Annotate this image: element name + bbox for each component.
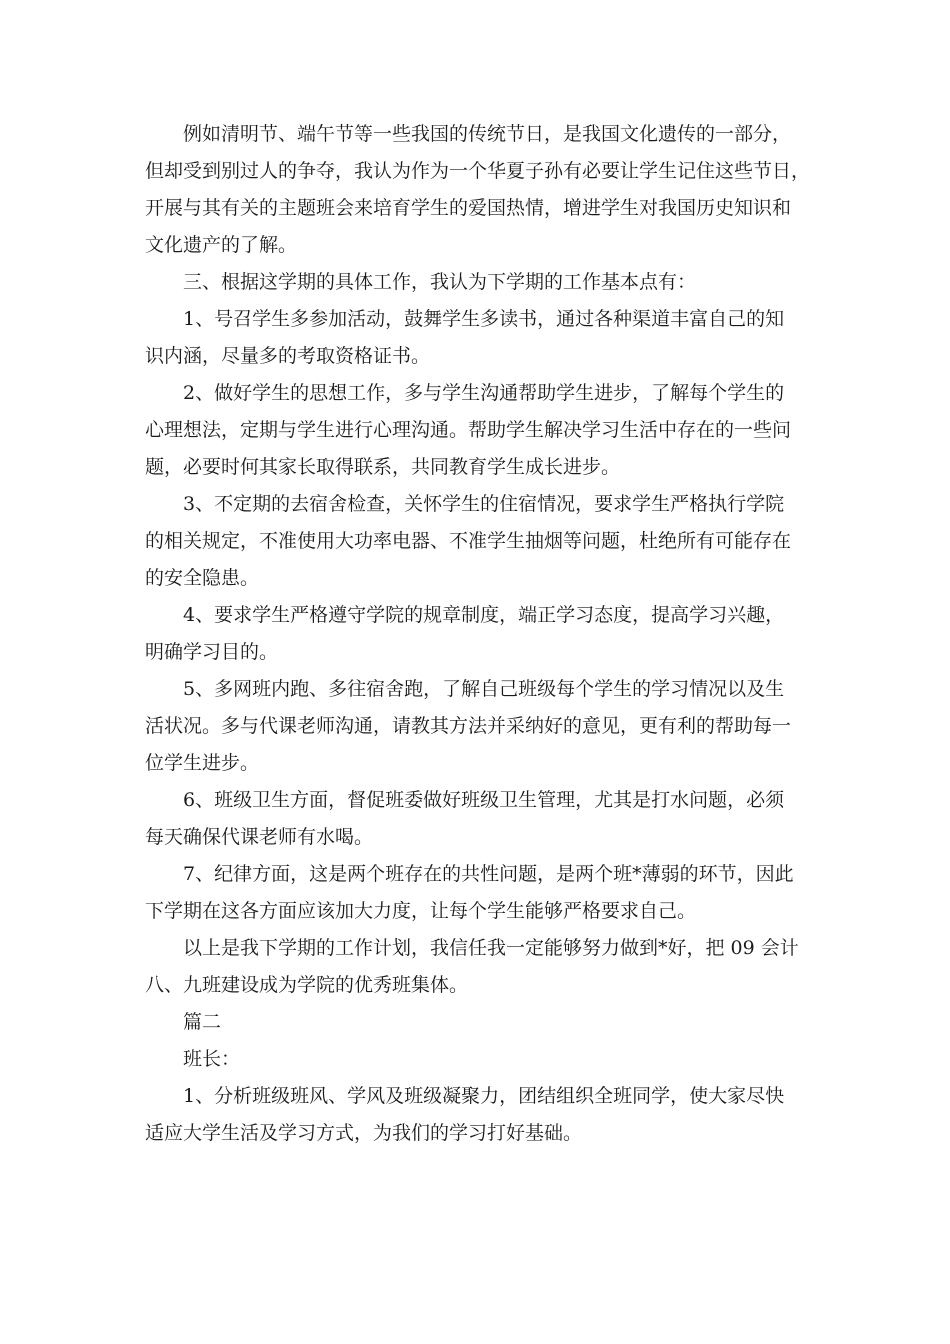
- text-line: 明确学习目的。: [145, 641, 279, 663]
- paragraph: [145, 486, 807, 597]
- paragraph: [145, 1078, 807, 1152]
- text-line: 位学生进步。: [145, 752, 260, 774]
- text-line: 每天确保代课老师有水喝。: [145, 826, 374, 848]
- text-line: 但却受到别过人的争夺，我认为作为一个华夏子孙有必要让学生记住这些节日，: [145, 160, 811, 182]
- document-body: [145, 116, 811, 1152]
- text-line: 1、号召学生多参加活动，鼓舞学生多读书，通过各种渠道丰富自己的知: [183, 308, 785, 330]
- text-line: 例如清明节、端午节等一些我国的传统节日，是我国文化遗传的一部分，: [183, 123, 792, 145]
- paragraph: [145, 671, 807, 782]
- text-line: 篇二: [183, 1011, 222, 1033]
- paragraph: [145, 116, 811, 264]
- paragraph: [145, 1041, 807, 1078]
- paragraph: [145, 1004, 807, 1041]
- paragraph: [145, 597, 807, 671]
- paragraph: [145, 264, 807, 301]
- text-line: 心理想法，定期与学生进行心理沟通。帮助学生解决学习生活中存在的一些问: [145, 419, 792, 441]
- text-line: 5、多网班内跑、多往宿舍跑，了解自己班级每个学生的学习情况以及生: [183, 678, 785, 700]
- text-line: 6、班级卫生方面，督促班委做好班级卫生管理，尤其是打水问题，必须: [183, 789, 785, 811]
- text-line: 八、九班建设成为学院的优秀班集体。: [145, 974, 469, 996]
- text-line: 7、纪律方面，这是两个班存在的共性问题，是两个班*薄弱的环节，因此: [183, 863, 794, 885]
- paragraph: [145, 930, 807, 1004]
- text-line: 3、不定期的去宿舍检查，关怀学生的住宿情况，要求学生严格执行学院: [183, 493, 785, 515]
- paragraph: [145, 375, 807, 486]
- text-line: 1、分析班级班风、学风及班级凝聚力，团结组织全班同学，使大家尽快: [183, 1085, 785, 1107]
- text-line: 活状况。多与代课老师沟通，请教其方法并采纳好的意见，更有利的帮助每一: [145, 715, 792, 737]
- text-line: 2、做好学生的思想工作，多与学生沟通帮助学生进步，了解每个学生的: [183, 382, 785, 404]
- paragraph: [145, 782, 807, 856]
- text-line: 适应大学生活及学习方式，为我们的学习打好基础。: [145, 1122, 583, 1144]
- text-line: 文化遗产的了解。: [145, 234, 298, 256]
- paragraph: [145, 301, 807, 375]
- paragraph: [145, 856, 807, 930]
- text-line: 识内涵，尽量多的考取资格证书。: [145, 345, 431, 367]
- text-line: 的相关规定，不准使用大功率电器、不准学生抽烟等问题，杜绝所有可能存在: [145, 530, 792, 552]
- text-line: 开展与其有关的主题班会来培育学生的爱国热情，增进学生对我国历史知识和: [145, 197, 792, 219]
- text-line: 下学期在这各方面应该加大力度，让每个学生能够严格要求自己。: [145, 900, 697, 922]
- text-line: 班长：: [183, 1048, 241, 1070]
- text-line: 三、根据这学期的具体工作，我认为下学期的工作基本点有：: [183, 271, 697, 293]
- text-line: 的安全隐患。: [145, 567, 260, 589]
- text-line: 题，必要时何其家长取得联系，共同教育学生成长进步。: [145, 456, 621, 478]
- text-line: 以上是我下学期的工作计划，我信任我一定能够努力做到*好，把 09 会计: [183, 937, 799, 959]
- text-line: 4、要求学生严格遵守学院的规章制度，端正学习态度，提高学习兴趣，: [183, 604, 785, 626]
